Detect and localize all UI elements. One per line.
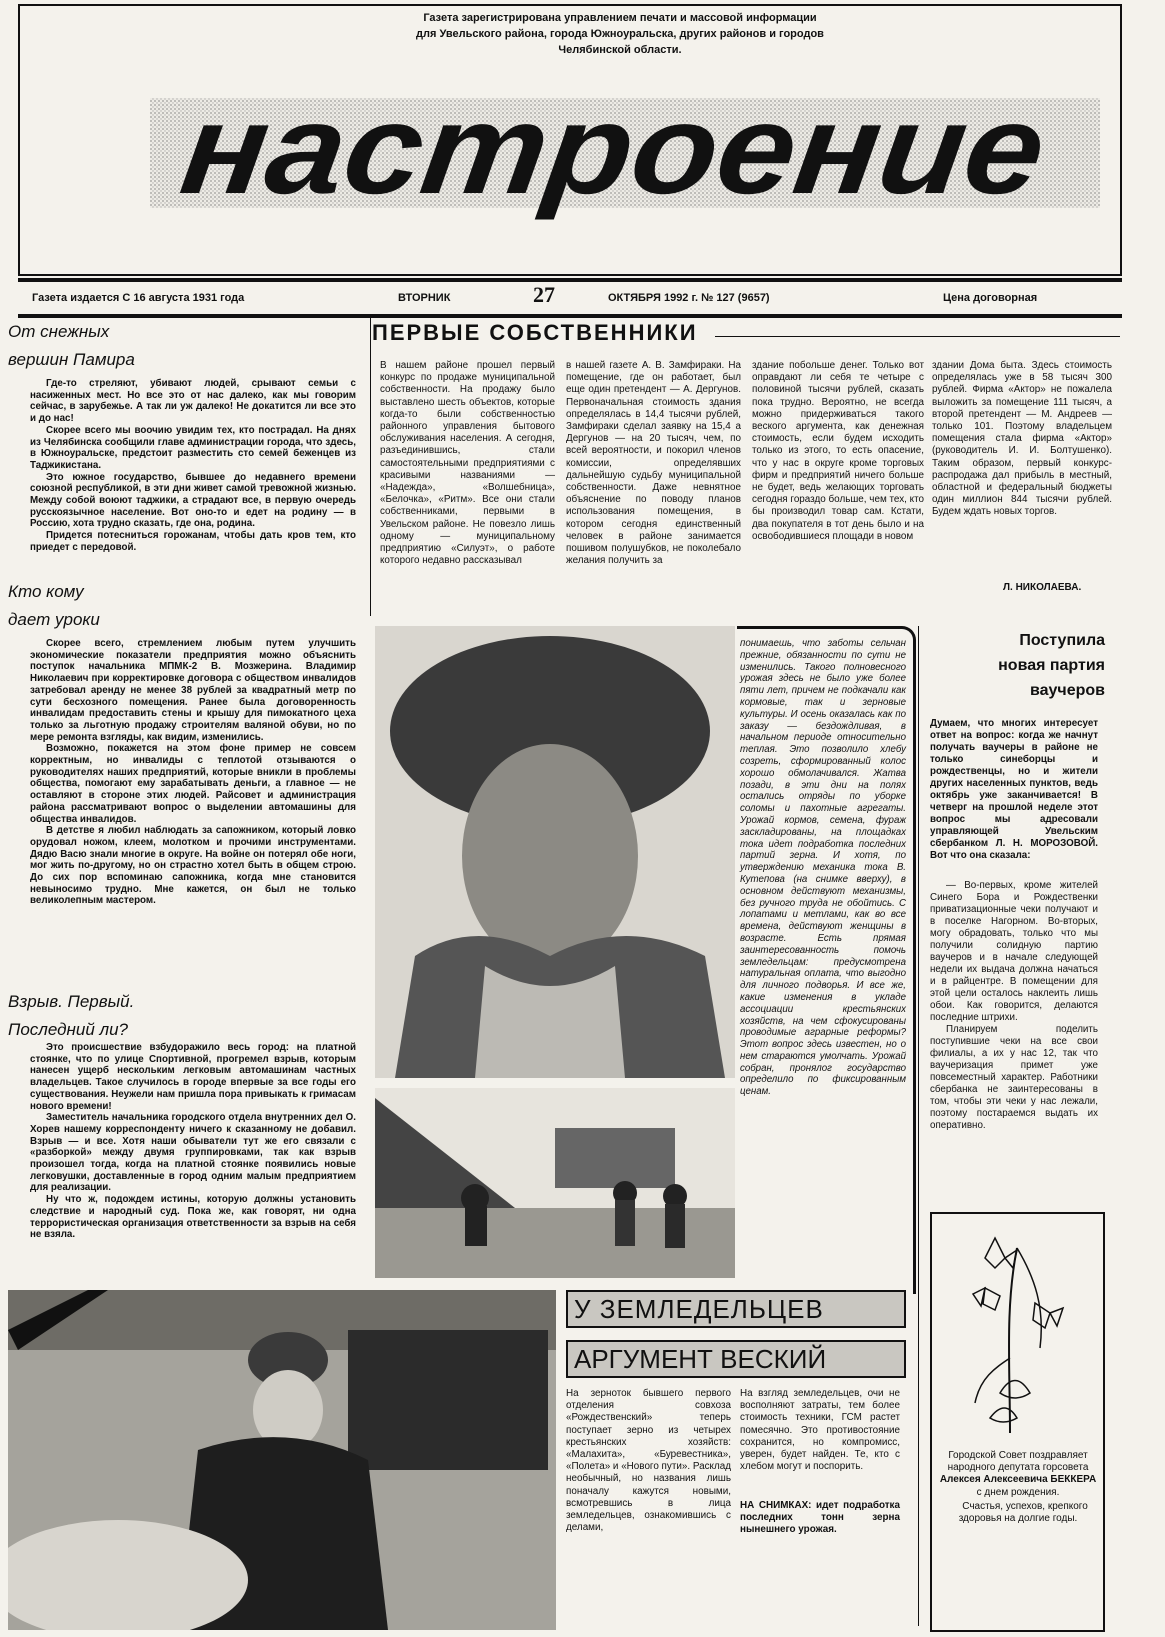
published-since: Газета издается С 16 августа 1931 года	[32, 292, 245, 304]
mechanic-photo-drawing	[8, 1290, 556, 1630]
greeting-text	[938, 1450, 1098, 1525]
explosion-article	[30, 1042, 356, 1241]
owners-column-3: здание побольше денег. Только вот оправдают ли себя те четыре с половиной тысячи рублей, сказать пока трудно. Вероятно, не всегда можно придерживаться такого веского аргумента, как денежная стоимость, если будем исходить только из этого, то есть опасение, что у нас в округе кроме торговых фирм и предприятий ничего больше не будет, ведь желающих торговать сегодня гораздо больше, чем тех, кто бы производил товар сам. Кстати, два покупателя в тот день было и на освободившиеся площади в новом	[752, 360, 924, 542]
owners-column-1: В нашем районе прошел первый конкурс по продаже муниципальной собственности. На продажу было выставлено шесть объектов, которые когда-то были собственностью районного управления бытового обслуживания населения. А сегодня, разъединившись, стали самостоятельными предприятиями с красивыми названиями — «Надежда», «Волшебница», «Белочка», «Ритм». Все они стали собственниками, первыми в Увельском районе. Не повезло лишь одному — муниципальному предприятию «Силуэт», о работе которого недавно рассказывал	[380, 360, 555, 567]
price: Цена договорная	[943, 292, 1038, 304]
owners-headline: ПЕРВЫЕ СОБСТВЕННИКИ	[372, 320, 698, 345]
grain-yard-photo	[375, 1088, 735, 1278]
headline-line: дает уроки	[8, 610, 100, 629]
greeting-name: Алексея Алексеевича БЕККЕРА	[939, 1474, 1097, 1486]
paragraph: Скорее всего, стремлением любым путем улучшить экономические показатели предприятия можно объяснить поступок начальника МПМК-2 В. Мозжерина. Владимир Николаевич при корректировке договора с обществом инвалидов затребовал аренду не менее 38 рублей за квадратный метр по сути бесхозного помещения. Ранее была договоренность инвалидам предоставить стены и крышу для пимокатного цеха только за льготную продажу строителям валяной обуви, но по мере ремонта взгляды, как видим, изменились.	[30, 638, 356, 743]
newspaper-logo	[150, 68, 1100, 248]
paragraph: Где-то стреляют, убивают людей, срывают семьи с насиженных мест. Но все это от нас далеко, как мы говорим сейчас, в зарубежье. А так ли уж далеко! Не докатится ли все это и до нас!	[30, 378, 356, 425]
headline-line: Взрыв. Первый.	[8, 992, 135, 1011]
headline-rule	[715, 336, 1120, 337]
pamir-headline	[8, 318, 348, 374]
owners-column-2: в нашей газете А. В. Замфираки. На помещение, где он работает, был еще один претендент — А. Дергунов. Первоначальная стоимость здания определялась в 14,4 тысячи рублей, Замфираки сделал заявку на 15,4 а Дергунов — на 20 тысяч, чем, по всей вероятности, и покорил членов комиссии, определявших дальнейшую судьбу муниципальной собственности. Даже невнятное объяснение по поводу планов использования помещения, в котором сегодня единственный человек в районе занимается пошивом полушубков, не поколебало желания получить за	[566, 360, 741, 567]
paragraph: Ну что ж, подождем истины, которую должны установить следствие и народный суд. Пока же, как говорят, ни одна террористическая организация ответственности за взрыв на себя не взяла.	[30, 1194, 356, 1241]
paragraph: Это южное государство, бывшее до недавнего времени союзной республикой, в эти дни живет самой тревожной жизнью. Между собой воюют таджики, а страдают все, в первую очередь русскоязычное население. Вот оно-то и едет на родину — в Россию, хота трудно сказать, где она, родина.	[30, 471, 356, 530]
lessons-article	[30, 638, 356, 907]
photo-caption: НА СНИМКАХ: идет подработка последних тонн зерна нынешнего урожая.	[740, 1500, 900, 1536]
paragraph: Возможно, покажется на этом фоне пример не совсем корректным, но инвалиды с теплотой отзываются о руководителях наших предприятий, которые вникли в проблемы общества, помогают ему зарабатывать деньги, а главное — не оставляют в стороне этих людей. Райсовет и администрация района рассматривают вопрос о выделении автомашины для общества инвалидов.	[30, 743, 356, 825]
headline-line: Поступила	[1019, 632, 1105, 649]
portrait-photo	[375, 626, 735, 1078]
vouchers-article	[930, 880, 1098, 1132]
registration-line: Газета зарегистрирована управлением печати и массовой информации	[423, 12, 817, 24]
mechanic-photo	[8, 1290, 556, 1630]
registration-note	[390, 10, 850, 58]
issue-info-bar	[18, 278, 1122, 318]
owners-author: Л. НИКОЛАЕВА.	[1003, 582, 1082, 593]
headline-line: ваучеров	[1030, 682, 1105, 699]
headline-line: Кто кому	[8, 582, 84, 601]
weekday: ВТОРНИК	[398, 292, 451, 304]
headline-line: Последний ли?	[8, 1020, 129, 1039]
farmers-headline-1: У ЗЕМЛЕДЕЛЬЦЕВ	[566, 1290, 906, 1328]
flower-illustration	[955, 1218, 1080, 1438]
column-rule	[370, 316, 371, 616]
headline-line: От снежных	[8, 322, 110, 341]
headline-line: вершин Памира	[8, 350, 135, 369]
registration-line: для Увельского района, города Южноуральска, других районов и городов	[416, 28, 824, 40]
farmers-headline-2: АРГУМЕНТ ВЕСКИЙ	[566, 1340, 906, 1378]
paragraph: В детстве я любил наблюдать за сапожником, который ловко орудовал ножом, клеем, молотком и прочими инструментами. Дядю Васю знали многие в округе. На войне он потерял обе ноги, мог жить по-другому, но он страстно хотел быть в общем строю. До сих пор вспоминаю сапожника, когда мне становится невыносимо трудно. Мне кажется, он был не только великолепным мастером.	[30, 825, 356, 907]
paragraph: Скорее всего мы воочию увидим тех, кто пострадал. На днях из Челябинска сообщили главе администрации города, что здесь, в Южноуральске, предстоит разместить сто семей беженцев из Таджикистана.	[30, 424, 356, 471]
registration-line: Челябинской области.	[558, 44, 682, 56]
issue-date-number: ОКТЯБРЯ 1992 г. № 127 (9657)	[608, 292, 770, 304]
paragraph: Планируем поделить поступившие чеки на все свои филиалы, а их у нас 12, так что ваучеризация примет уже повсеместный характер. Работники сбербанка не заинтересованы в том, чтобы эти чеки у нас лежали, поэтому постараемся выдать их оперативно.	[930, 1024, 1098, 1131]
greeting-wish: Счастья, успехов, крепкого здоровья на долгие годы.	[958, 1500, 1088, 1525]
greeting-line: с днем рождения.	[976, 1486, 1060, 1498]
greeting-line: Городской Совет поздравляет народного депутата горсовета	[947, 1450, 1089, 1474]
paragraph: Заместитель начальника городского отдела внутренних дел О. Хорев нашему корреспонденту ничего к сказанному не добавил. Взрыв — и все. Хотя наши обыватели тут же его связали с «разборкой» между двумя группировками, так как взрыв произошел тогда, когда на платной стоянке появились новые легковушки, доставленные в город одним малым предприятием для реализации.	[30, 1112, 356, 1194]
column-rule	[918, 626, 919, 1626]
issue-day: 27	[533, 282, 555, 307]
farmers-side-column: понимаешь, что заботы сельчан прежние, обязанности по сути не изменились. Такого полновесного урожая здесь не было уже более пяти лет, причем не подкачали как кормовые, так и зерновые культуры. И осень оказалась как по заказу — бездождливая, в начальном периоде относительно теплая. Это позволило хлебу созреть, сформированный колос хорошо обмолачивался. Жатва позади, в эти дни на полях остались отряды по уборке соломы и пахотные агрегаты. Урожай кормов, семена, фураж заскладированы, на площадках тока идет подработка последних партий зерна. И хотя, по утверждению механика тока В. Кутепова (на снимке вверху), в основном действуют механизмы, без ручного труда не обойтись. С лопатами и метлами, как во все времена, действуют женщины в возрасте. Есть прямая заинтересованность помочь земледельцам: предусмотрена натуральная оплата, что выгодно для личного подворья. И все же, какие изменения в укладе ассоциации крестьянских хозяйств, на чем сфокусированы проводимые аграрные реформы? Этот вопрос здесь известен, но о нем стараются умолчать. Урожай собран, пронялог государство определило по фиксированным ценам.	[740, 638, 906, 1098]
grain-yard-photo-drawing	[375, 1088, 735, 1278]
farmers-column-1: На зерноток бывшего первого отделения совхоза «Рождественский» теперь поступает зерно из четырех крестьянских хозяйств: «Малахита», «Буревестника», «Полета» и «Нового пути». Расклад необычный, но названия лишь поначалу кажутся новыми, всмотревшись в лица земледельцев, ознакомившись с делами,	[566, 1388, 731, 1534]
paragraph: Придется потесниться горожанам, чтобы дать кров тем, кто приедет с передовой.	[30, 530, 356, 553]
owners-column-4: здании Дома быта. Здесь стоимость определялась уже в 58 тысяч 300 рублей. Фирма «Актор» не пожалела выложить за помещение 111 тысяч, а второй претендент — М. Андреев — только 101. Поэтому владельцем помещения стала фирма «Актор» (руководитель И. И. Болтушенко). Таким образом, первый конкурс-распродажа дал прибыль в местный, областной и федеральный бюджеты один миллион 844 тысячи рублей. Будем ждать новых торгов.	[932, 360, 1112, 518]
portrait-photo-drawing	[375, 626, 735, 1078]
paragraph: — Во-первых, кроме жителей Синего Бора и Рождественки приватизационные чеки получают и в поселке Нагорном. Во-вторых, могу обрадовать, только что мы получили солидную партию ваучеров и в начале следующей недели их выдача должна начаться и в райцентре. В помещении для этой цели осталось наклеить лишь обои. Как говорится, делаются последние штрихи.	[930, 880, 1098, 1023]
paragraph: Это происшествие взбудоражило весь город: на платной стоянке, что по улице Спортивной, прогремел взрыв, которым нанесен ущерб нескольким легковым автомашинам частных владельцев. Такое случилось в городе впервые за все годы его существования. Неужели нам пришла пора привыкать к гримасам нового времени!	[30, 1042, 356, 1112]
headline-line: новая партия	[998, 657, 1105, 674]
vouchers-intro: Думаем, что многих интересует ответ на вопрос: когда же начнут получать ваучеры в районе не только синеборцы и рождественцы, но и жители других населенных пунктов, ведь октябрь уже заканчивается! В четверг на прошлой неделе этот вопрос мы адресовали управляющей Увельским сбербанком Л. Н. МОРОЗОВОЙ. Вот что она сказала:	[930, 718, 1098, 861]
lessons-headline	[8, 578, 348, 634]
explosion-headline	[8, 988, 348, 1044]
newspaper-title: настроение	[173, 78, 982, 221]
pamir-article	[30, 378, 356, 554]
farmers-column-2: На взгляд земледельцев, очи не восполняют затраты, тем более стоимость техники, ГСМ растет помесячно. Это противостояние сохранится, но компромисс, уверен, будет найден. Те, кто с хлебом могут и поспорить.	[740, 1388, 900, 1473]
vouchers-headline	[925, 628, 1105, 703]
